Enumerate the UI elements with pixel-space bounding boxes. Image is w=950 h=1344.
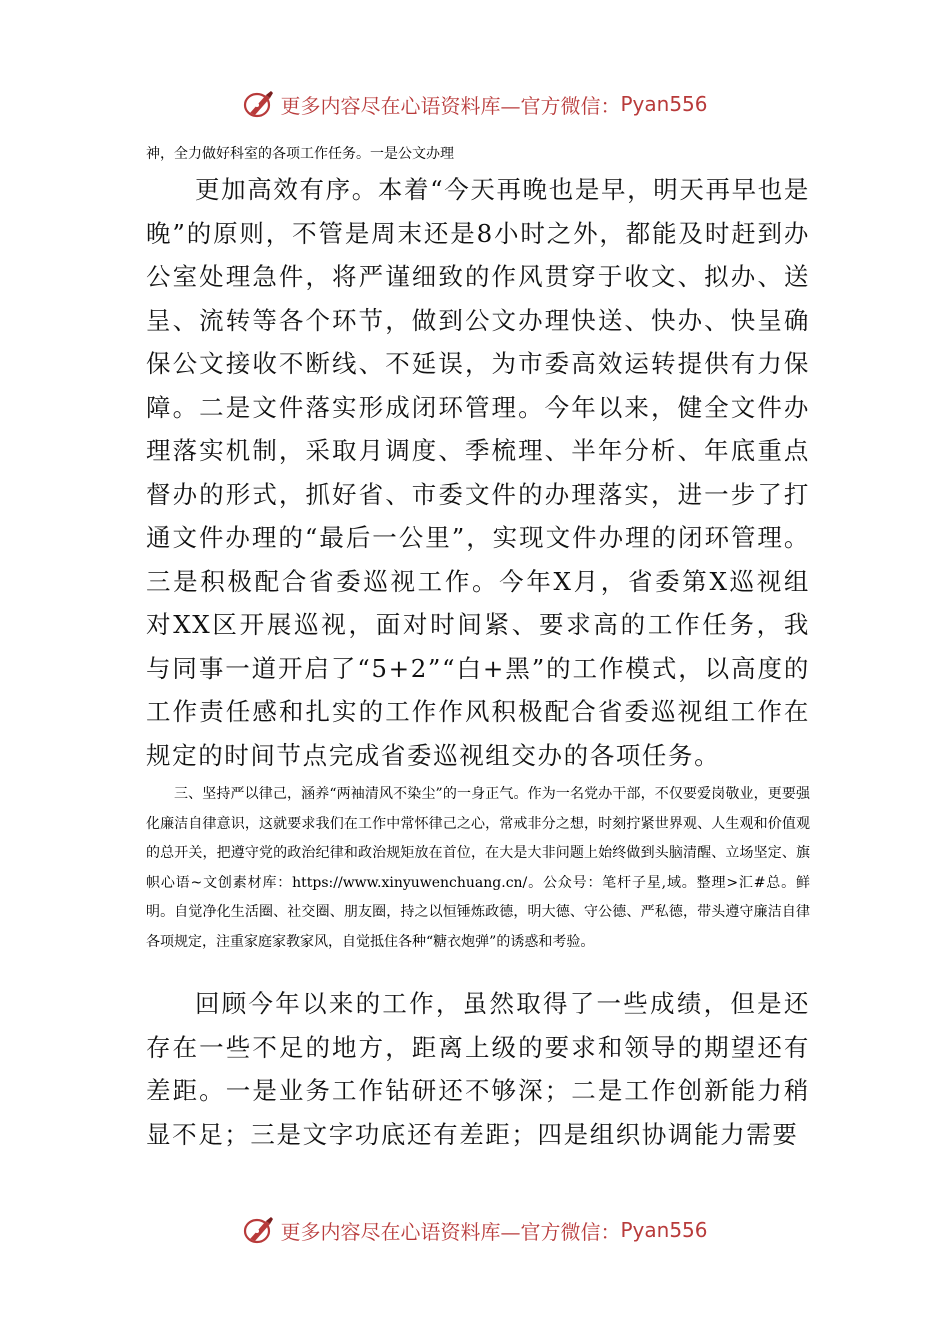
footer-banner (0, 1208, 950, 1252)
body-paragraph-2: 三、坚持严以律己，涵养“两袖清风不染尘”的一身正气。作为一名党办干部，不仅要爱岗敬业，更要强化廉洁自律意识，这就要求我们在工作中常怀律己之心，常戒非分之想，时刻拧紧世界观、人生观和价值观的总开关，把遵守党的政治纪律和政治规矩放在首位，在大是大非问题上始终做到头脑清醒、立场坚定、旗帜心语~文创素材库：https://www.xinyuwenchuang.cn/。公众号：笔杆子星,域。整理>汇#总。鲜明。自觉净化生活圈、社交圈、朋友圈，持之以恒锤炼政德，明大德、守公德、严私德，带头遵守廉洁自律各项规定，注重家庭家教家风，自觉抵住各种“糖衣炮弹”的诱惑和考验。 (146, 786, 810, 950)
pen-logo-icon (242, 1213, 276, 1247)
banner-wechat-handle: Pyan556 (620, 1218, 708, 1242)
banner-text: 更多内容尽在心语资料库—官方微信： (280, 1219, 621, 1244)
header-banner (0, 82, 950, 126)
pen-logo-icon (242, 87, 276, 121)
body-paragraph-1: 更加高效有序。本着“今天再晚也是早，明天再早也是晚”的原则，不管是周末还是8小时之外，都能及时赶到办公室处理急件，将严谨细致的作风贯穿于收文、拟办、送呈、流转等各个环节，做到公文办理快送、快办、快呈确保公文接收不断线、不延误，为市委高效运转提供有力保障。二是文件落实形成闭环管理。今年以来，健全文件办理落实机制，采取月调度、季梳理、半年分析、年底重点督办的形式，抓好省、市委文件的办理落实，进一步了打通文件办理的“最后一公里”，实现文件办理的闭环管理。三是积极配合省委巡视工作。今年X月，省委第X巡视组对XX区开展巡视，面对时间紧、要求高的工作任务，我与同事一道开启了“5+2”“白+黑”的工作模式，以高度的工作责任感和扎实的工作作风积极配合省委巡视组工作在规定的时间节点完成省委巡视组交办的各项任务。 (146, 175, 810, 770)
banner-text: 更多内容尽在心语资料库—官方微信： (280, 93, 621, 118)
banner-wechat-handle: Pyan556 (620, 92, 708, 116)
body-paragraph-3: 回顾今年以来的工作，虽然取得了一些成绩，但是还存在一些不足的地方，距离上级的要求和领导的期望还有差距。一是业务工作钻研还不够深；二是工作创新能力稍显不足；三是文字功底还有差距；四是组织协调能力需要 (146, 989, 810, 1149)
continued-fragment: 神，全力做好科室的各项工作任务。一是公文办理 (146, 146, 454, 162)
